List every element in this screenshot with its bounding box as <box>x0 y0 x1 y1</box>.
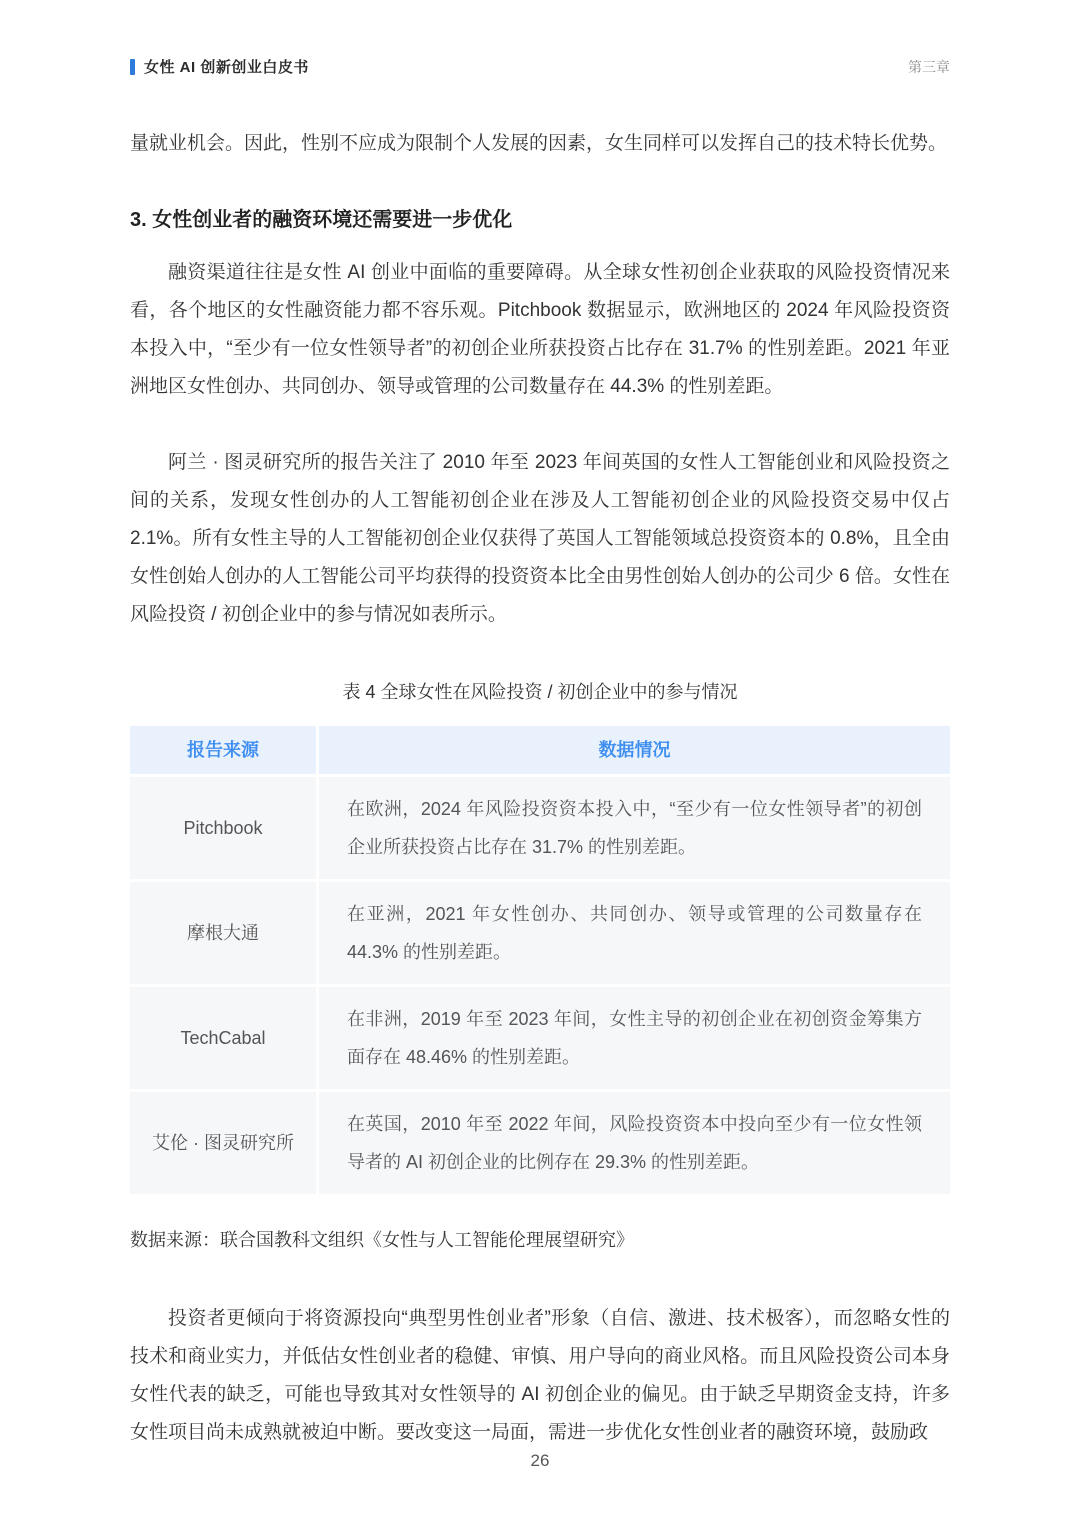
paragraph-investor-bias: 投资者更倾向于将资源投向“典型男性创业者”形象（自信、激进、技术极客），而忽略女性的技术和商业实力，并低估女性创业者的稳健、审慎、用户导向的商业风格。而且风险投资公司本身女性代表的缺乏，可能也导致其对女性领导的 AI 初创企业的偏见。由于缺乏早期资金支持，许多女性项目尚未成熟就被迫中断。要改变这一局面，需进一步优化女性创业者的融资环境，鼓励政 <box>130 1308 950 1443</box>
table-title: 表 4 全球女性在风险投资 / 初创企业中的参与情况 <box>342 682 738 702</box>
page-header <box>130 0 950 77</box>
table-cell-source: Pitchbook <box>130 777 316 879</box>
table-cell-detail: 在非洲，2019 年至 2023 年间，女性主导的初创企业在初创资金筹集方面存在 48.46% 的性别差距。 <box>319 987 950 1089</box>
paragraph-turing-report: 阿兰 · 图灵研究所的报告关注了 2010 年至 2023 年间英国的女性人工智能创业和风险投资之间的关系，发现女性创办的人工智能初创企业在涉及人工智能初创企业的风险投资交易中仅占 2.1%。所有女性主导的人工智能初创企业仅获得了英国人工智能领域总投资资本的 0.8%，且全由女性创始人创办的人工智能公司平均获得的投资资本比全由男性创始人创办的公司少 6 倍。女性在风险投资 / 初创企业中的参与情况如表所示。 <box>130 452 950 625</box>
document-title: 女性 AI 创新创业白皮书 <box>144 59 309 76</box>
data-source-note: 数据来源：联合国教科文组织《女性与人工智能伦理展望研究》 <box>130 1230 634 1250</box>
table-cell-detail: 在亚洲，2021 年女性创办、共同创办、领导或管理的公司数量存在 44.3% 的性别差距。 <box>319 882 950 984</box>
paragraph-financing-channels: 融资渠道往往是女性 AI 创业中面临的重要障碍。从全球女性初创企业获取的风险投资情况来看，各个地区的女性融资能力都不容乐观。Pitchbook 数据显示，欧洲地区的 2024 年风险投资资本投入中，“至少有一位女性领导者”的初创企业所获投资占比存在 31.7% 的性别差距。2021 年亚洲地区女性创办、共同创办、领导或管理的公司数量存在 44.3% 的性别差距。 <box>130 262 950 397</box>
page-number: 26 <box>530 1451 550 1470</box>
header-title-group <box>130 56 309 77</box>
table-cell-source: 摩根大通 <box>130 882 316 984</box>
section-heading: 3. 女性创业者的融资环境还需要进一步优化 <box>130 209 513 231</box>
header-accent-bar-icon <box>130 59 135 75</box>
table-cell-source: TechCabal <box>130 987 316 1089</box>
table-header-source: 报告来源 <box>130 726 316 774</box>
table-cell-detail: 在英国，2010 年至 2022 年间，风险投资资本中投向至少有一位女性领导者的 AI 初创企业的比例存在 29.3% 的性别差距。 <box>319 1092 950 1194</box>
page-content <box>130 125 950 1452</box>
table-header-data: 数据情况 <box>319 726 950 774</box>
page-footer <box>0 1451 1080 1471</box>
chapter-label: 第三章 <box>908 58 950 75</box>
paragraph-continuation: 量就业机会。因此，性别不应成为限制个人发展的因素，女生同样可以发挥自己的技术特长优势。 <box>130 133 948 154</box>
table-cell-source: 艾伦 · 图灵研究所 <box>130 1092 316 1194</box>
table-cell-detail: 在欧洲，2024 年风险投资资本投入中，“至少有一位女性领导者”的初创企业所获投资占比存在 31.7% 的性别差距。 <box>319 777 950 879</box>
participation-table <box>130 726 950 1194</box>
